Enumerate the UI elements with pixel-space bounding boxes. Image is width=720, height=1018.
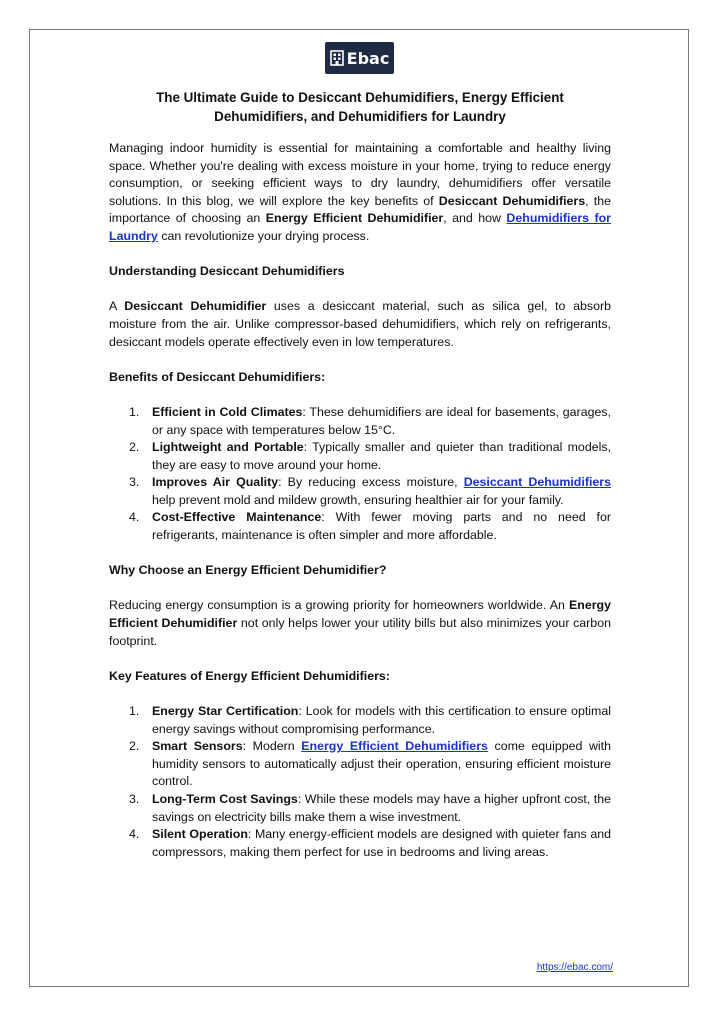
page-title: The Ultimate Guide to Desiccant Dehumidifiers, Energy Efficient Dehumidifiers, and Dehumidifiers for Laundry (156, 90, 564, 124)
ebac-logo[interactable] (325, 42, 394, 74)
desiccant-bold: Desiccant Dehumidifier (124, 299, 267, 314)
list-item-text: : By reducing excess moisture, (278, 475, 464, 490)
list-item-bold: Smart Sensors (152, 739, 243, 754)
energy-efficient-dehumidifiers-link[interactable]: Energy Efficient Dehumidifiers (301, 739, 488, 754)
list-number: 1. (129, 704, 140, 718)
article (109, 88, 611, 861)
list-item-text: : Look for models with this certification to ensure optimal energy savings without compromising performance. (152, 704, 611, 736)
list-number: 1. (129, 404, 140, 419)
energy-bold: Energy Efficient Dehumidifier (109, 598, 611, 631)
logo-text: Ebac (346, 48, 390, 68)
desiccant-text-2: uses a desiccant material, such as silica gel, to absorb moisture from the air. Unlike compressor-based dehumidifiers, which rely on refrigerants, desiccant models operate effectively even in low temperatures. (109, 299, 611, 349)
list-item (109, 509, 611, 544)
desiccant-paragraph (109, 298, 611, 351)
intro-text-4: can revolutionize your drying process. (157, 228, 370, 243)
intro-bold-2: Energy Efficient Dehumidifier (265, 211, 444, 226)
section-heading-features: Key Features of Energy Efficient Dehumidifiers: (109, 668, 390, 683)
list-number: 2. (129, 440, 140, 455)
list-item-bold: Long-Term Cost Savings (152, 791, 298, 806)
list-item-text: : With fewer moving parts and no need for refrigerants, maintenance is often simpler and more affordable. (152, 510, 611, 543)
list-item-text: come equipped with humidity sensors to automatically adjust their operation, ensuring efficient moisture control. (152, 739, 612, 789)
list-item-text: : Typically smaller and quieter than traditional models, they are easy to move around your home. (152, 440, 611, 472)
desiccant-dehumidifiers-link[interactable]: Desiccant Dehumidifiers (463, 475, 611, 490)
features-list (109, 703, 611, 861)
list-item-bold: Lightweight and Portable (152, 440, 304, 455)
section-heading-benefits: Benefits of Desiccant Dehumidifiers: (109, 369, 326, 384)
intro-text-1: Managing indoor humidity is essential for maintaining a comfortable and healthy living space. Whether you're dealing with excess moisture in your home, trying to reduce energy consumption, or seeking efficient ways to dry laundry, dehumidifiers offer versatile solutions. In this blog, we will explore the key benefits of (109, 141, 611, 208)
energy-text-2: not only helps lower your utility bills but also minimizes your carbon footprint. (109, 616, 611, 648)
list-item-bold: Cost-Effective Maintenance (152, 510, 322, 525)
intro-bold-1: Desiccant Dehumidifiers (438, 193, 586, 208)
list-item (109, 738, 611, 791)
section-heading-energy: Why Choose an Energy Efficient Dehumidifier? (109, 563, 387, 578)
list-number: 3. (129, 791, 140, 806)
list-item-text: : While these models may have a higher upfront cost, the savings on electricity bills make them a wise investment. (152, 791, 612, 824)
intro-text-2: , the importance of choosing an (109, 193, 611, 226)
benefits-list (109, 404, 611, 545)
building-icon (330, 50, 344, 66)
list-number: 4. (129, 510, 140, 525)
list-item-text: help prevent mold and mildew growth, ensuring healthier air for your family. (152, 492, 564, 507)
energy-text-1: Reducing energy consumption is a growing priority for homeowners worldwide. An (109, 598, 569, 613)
list-item-bold: Silent Operation (152, 827, 248, 842)
desiccant-text-1: A (109, 299, 125, 314)
list-item (109, 703, 611, 738)
list-item-text: : These dehumidifiers are ideal for basements, garages, or any space with temperatures below 15°C. (152, 404, 611, 437)
list-item-text: : Modern (242, 739, 302, 754)
intro-text-3: , and how (443, 211, 507, 226)
list-item (109, 474, 611, 509)
list-item (109, 404, 611, 439)
list-number: 2. (129, 739, 140, 754)
list-item (109, 439, 611, 474)
list-number: 3. (129, 475, 140, 490)
intro-paragraph (109, 140, 611, 246)
list-item-bold: Energy Star Certification (152, 704, 299, 718)
footer-url-link[interactable]: https://ebac.com/ (536, 962, 613, 973)
laundry-dehumidifiers-link[interactable]: Dehumidifiers for Laundry (109, 211, 611, 243)
list-item-text: : Many energy-efficient models are designed with quieter fans and compressors, making them perfect for use in bedrooms and living areas. (152, 827, 611, 859)
list-item (109, 826, 611, 861)
list-item-bold: Efficient in Cold Climates (152, 404, 303, 419)
list-number: 4. (129, 827, 140, 842)
section-heading-desiccant: Understanding Desiccant Dehumidifiers (109, 264, 345, 279)
list-item (109, 791, 611, 826)
energy-paragraph (109, 597, 611, 650)
list-item-bold: Improves Air Quality (152, 475, 279, 490)
